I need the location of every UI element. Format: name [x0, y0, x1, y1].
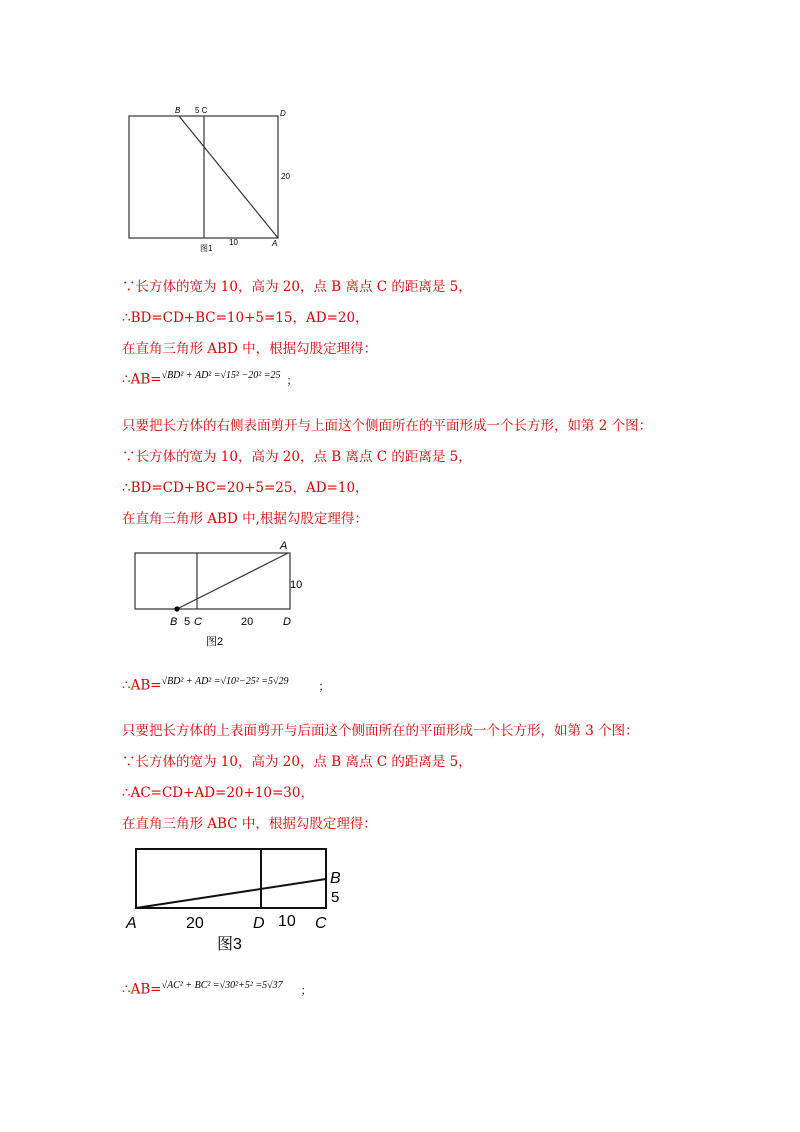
- s3-intro: 只要把长方体的上表面剪开与后面这个侧面所在的平面形成一个长方形，如第 3 个图：: [122, 723, 639, 739]
- figure-1-label-20: 20: [281, 172, 290, 181]
- figure-2-label-20: 20: [241, 616, 254, 628]
- s3-ab-end: ；: [300, 983, 312, 997]
- s3-line-2: ∴AC=CD+AD=20+10=30，: [122, 785, 314, 801]
- figure-2-label-10: 10: [290, 579, 303, 591]
- figure-1: [122, 100, 297, 255]
- s1-line-2: ∴BD=CD+BC=10+5=15，AD=20，: [122, 310, 369, 326]
- figure-1-label-a: A: [272, 239, 278, 248]
- figure-2-caption: 图2: [206, 636, 224, 648]
- figure-2-rectangle: [135, 553, 290, 609]
- s3-line-1: ∵长方体的宽为 10，高为 20，点 B 离点 C 的距离是 5，: [122, 754, 472, 770]
- figure-3-label-c: C: [315, 915, 327, 932]
- figure-2-label-5: 5: [184, 616, 191, 628]
- figure-1-label-5c: 5 C: [195, 106, 208, 115]
- s2-line-3: 在直角三角形 ABD 中,根据勾股定理得：: [122, 511, 368, 527]
- figure-2-diagonal-ab: [177, 553, 288, 609]
- s2-intro: 只要把长方体的右侧表面剪开与上面这个侧面所在的平面形成一个长方形，如第 2 个图：: [122, 418, 653, 434]
- figure-3-label-a: A: [126, 915, 137, 932]
- s3-line-3: 在直角三角形 ABC 中，根据勾股定理得：: [122, 816, 377, 832]
- figure-2-label-d: D: [283, 616, 291, 628]
- s1-line-3: 在直角三角形 ABD 中，根据勾股定理得：: [122, 341, 378, 357]
- s3-ab-formula: √AC² + BC² =√30²+5² =5√37: [161, 980, 283, 991]
- figure-2: [122, 536, 312, 656]
- figure-3-caption: 图3: [217, 936, 242, 953]
- figure-2-label-a: A: [280, 540, 288, 552]
- s2-ab-end: ；: [318, 679, 330, 693]
- s3-ab-formula-row: [122, 980, 312, 998]
- figure-3-rectangle: [136, 849, 326, 908]
- figure-1-label-b: B: [175, 106, 181, 115]
- s2-line-2: ∴BD=CD+BC=20+5=25，AD=10，: [122, 480, 369, 496]
- s2-line-1: ∵长方体的宽为 10，高为 20，点 B 离点 C 的距离是 5，: [122, 449, 472, 465]
- s3-ab-prefix: ∴AB=: [122, 981, 162, 998]
- s1-ab-end: ；: [286, 373, 298, 387]
- figure-3: [122, 840, 362, 960]
- s2-ab-formula-row: [122, 676, 330, 694]
- s1-line-1: ∵长方体的宽为 10，高为 20，点 B 离点 C 的距离是 5，: [122, 279, 472, 295]
- figure-2-label-b: B: [170, 616, 178, 628]
- figure-1-label-10: 10: [229, 238, 238, 247]
- s1-ab-prefix: ∴AB=: [122, 371, 162, 388]
- figure-3-label-5: 5: [331, 889, 340, 906]
- figure-2-label-c: C: [194, 616, 202, 628]
- figure-3-label-10: 10: [278, 913, 296, 930]
- figure-3-label-b: B: [330, 870, 341, 887]
- figure-3-diagonal-ab: [136, 879, 326, 908]
- figure-1-diagonal-ab: [179, 116, 278, 238]
- s2-ab-formula: √BD² + AD² =√10²−25² =5√29: [161, 676, 289, 687]
- figure-1-label-d: D: [280, 109, 286, 118]
- figure-2-point-b: [174, 606, 179, 611]
- figure-1-caption: 图1: [200, 244, 213, 253]
- s1-ab-formula: √BD² + AD² =√15² −20² =25: [161, 370, 281, 381]
- s1-ab-formula-row: [122, 370, 298, 388]
- figure-3-label-20: 20: [186, 915, 204, 932]
- figure-3-label-d: D: [253, 915, 265, 932]
- s2-ab-prefix: ∴AB=: [122, 677, 162, 694]
